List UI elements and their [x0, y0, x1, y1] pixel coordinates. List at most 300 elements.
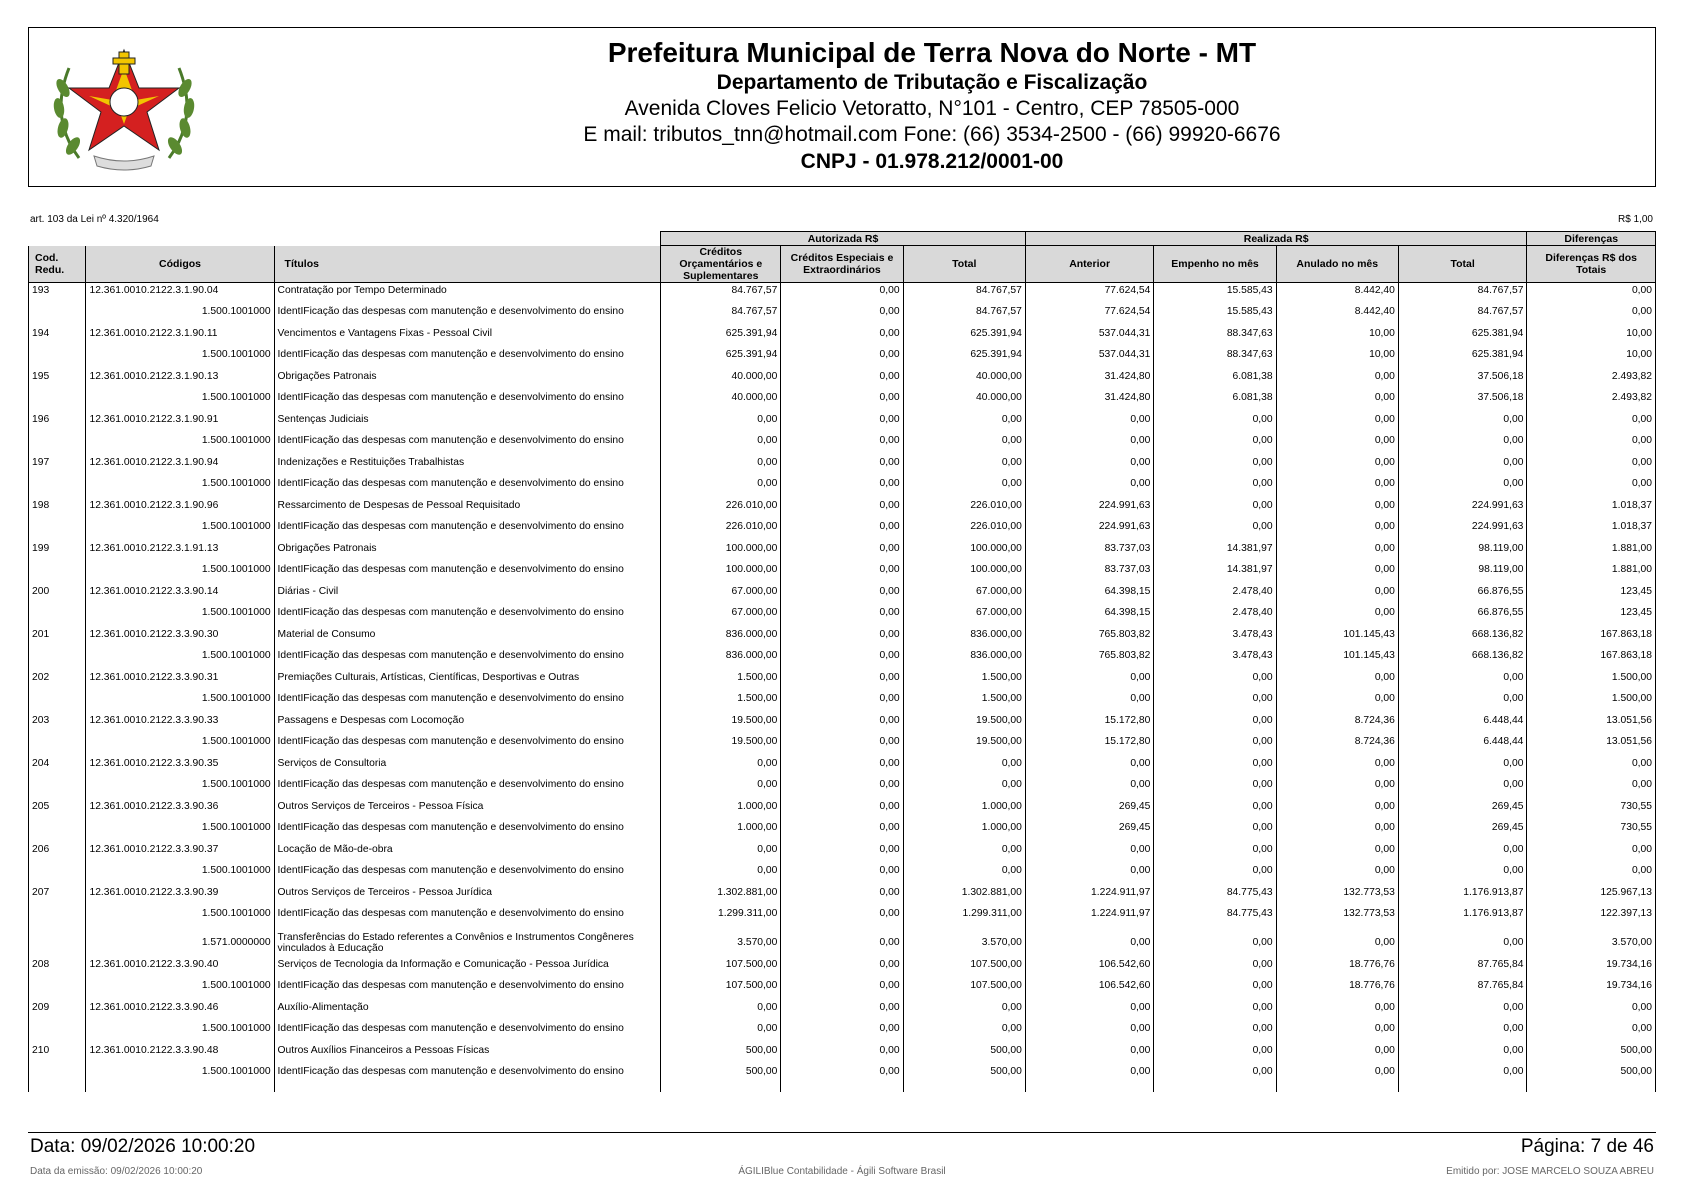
cell-codigo: 12.361.0010.2122.3.3.90.14	[86, 584, 274, 598]
cell-total-autorizada: 84.767,57	[903, 297, 1025, 326]
cell-anulado: 0,00	[1276, 383, 1398, 412]
cell-diferencas: 730,55	[1527, 813, 1656, 842]
cell-anulado: 0,00	[1276, 1000, 1398, 1014]
cell-codigo: 12.361.0010.2122.3.1.90.13	[86, 369, 274, 383]
cell-codigo: 1.571.0000000	[86, 928, 274, 957]
cell-creditos-orcamentarios: 84.767,57	[661, 297, 781, 326]
column-header-codigos: Códigos	[86, 246, 274, 283]
cell-total-realizada: 0,00	[1398, 670, 1527, 684]
cell-diferencas: 0,00	[1527, 283, 1656, 298]
cell-creditos-orcamentarios: 1.299.311,00	[661, 899, 781, 928]
cell-cod: 201	[29, 627, 86, 641]
table-row-item	[29, 541, 1656, 555]
cell-total-autorizada: 107.500,00	[903, 957, 1025, 971]
cell-cod: 210	[29, 1043, 86, 1057]
cell-anulado: 0,00	[1276, 856, 1398, 885]
cell-total-realizada: 224.991,63	[1398, 498, 1527, 512]
cell-total-autorizada: 625.391,94	[903, 340, 1025, 369]
cell-anterior: 31.424,80	[1025, 369, 1154, 383]
cell-total-realizada: 87.765,84	[1398, 971, 1527, 1000]
cell-anulado: 8.442,40	[1276, 297, 1398, 326]
cell-total-realizada: 6.448,44	[1398, 713, 1527, 727]
cell-total-realizada: 6.448,44	[1398, 727, 1527, 756]
cell-total-autorizada: 1.500,00	[903, 684, 1025, 713]
cell-creditos-orcamentarios: 1.500,00	[661, 670, 781, 684]
cell-anterior: 0,00	[1025, 1043, 1154, 1057]
cell-codigo: 1.500.1001000	[86, 684, 274, 713]
cell-titulo: Obrigações Patronais	[274, 541, 661, 555]
cell-anulado: 10,00	[1276, 340, 1398, 369]
cell-codigo: 1.500.1001000	[86, 770, 274, 799]
cell-anulado: 0,00	[1276, 799, 1398, 813]
cell-codigo: 1.500.1001000	[86, 340, 274, 369]
cell-cod: 209	[29, 1000, 86, 1014]
cell-anterior: 0,00	[1025, 1014, 1154, 1043]
cell-anulado: 8.724,36	[1276, 713, 1398, 727]
cell-total-autorizada: 1.299.311,00	[903, 899, 1025, 928]
cell-empenho: 0,00	[1154, 498, 1276, 512]
cell-total-realizada: 1.176.913,87	[1398, 885, 1527, 899]
cell-titulo: IdentIFicação das despesas com manutenção e desenvolvimento do ensino	[274, 340, 661, 369]
cell-anulado: 0,00	[1276, 928, 1398, 957]
cell-titulo: Serviços de Consultoria	[274, 756, 661, 770]
cell-creditos-especiais: 0,00	[781, 756, 903, 770]
cell-total-autorizada: 0,00	[903, 842, 1025, 856]
cell-creditos-especiais: 0,00	[781, 412, 903, 426]
cell-cod	[29, 469, 86, 498]
department-name: Departamento de Tributação e Fiscalização	[716, 71, 1148, 94]
cell-codigo: 1.500.1001000	[86, 555, 274, 584]
cell-titulo: IdentIFicação das despesas com manutenção e desenvolvimento do ensino	[274, 383, 661, 412]
cell-titulo: IdentIFicação das despesas com manutenção e desenvolvimento do ensino	[274, 971, 661, 1000]
column-header-creditos-especiais: Créditos Especiais e Extraordinários	[781, 246, 903, 283]
table-row-item	[29, 885, 1656, 899]
cell-diferencas: 167.863,18	[1527, 627, 1656, 641]
cell-anulado: 0,00	[1276, 469, 1398, 498]
cell-diferencas: 125.967,13	[1527, 885, 1656, 899]
cell-total-realizada: 0,00	[1398, 469, 1527, 498]
cell-creditos-orcamentarios: 107.500,00	[661, 957, 781, 971]
cell-titulo: IdentIFicação das despesas com manutenção e desenvolvimento do ensino	[274, 727, 661, 756]
cell-anulado: 10,00	[1276, 326, 1398, 340]
cell-total-realizada: 0,00	[1398, 928, 1527, 957]
cell-anterior: 765.803,82	[1025, 627, 1154, 641]
cell-total-realizada: 84.767,57	[1398, 297, 1527, 326]
cell-total-autorizada: 0,00	[903, 426, 1025, 455]
cell-total-autorizada: 0,00	[903, 756, 1025, 770]
cell-diferencas: 1.881,00	[1527, 541, 1656, 555]
cell-total-autorizada: 0,00	[903, 1014, 1025, 1043]
cell-codigo: 1.500.1001000	[86, 641, 274, 670]
cell-diferencas: 13.051,56	[1527, 727, 1656, 756]
cell-empenho: 0,00	[1154, 770, 1276, 799]
cell-diferencas: 0,00	[1527, 469, 1656, 498]
column-header-diferencas-totais: Diferenças R$ dos Totais	[1527, 246, 1656, 283]
cell-empenho: 3.478,43	[1154, 627, 1276, 641]
cell-cod: 200	[29, 584, 86, 598]
cell-anulado: 101.145,43	[1276, 641, 1398, 670]
cell-anterior: 83.737,03	[1025, 555, 1154, 584]
table-body	[29, 283, 1656, 1093]
cell-diferencas: 0,00	[1527, 1014, 1656, 1043]
cell-creditos-orcamentarios: 3.570,00	[661, 928, 781, 957]
cell-codigo: 1.500.1001000	[86, 1057, 274, 1086]
municipality-title: Prefeitura Municipal de Terra Nova do Norte - MT	[607, 37, 1257, 68]
cell-creditos-especiais: 0,00	[781, 627, 903, 641]
cell-diferencas: 2.493,82	[1527, 369, 1656, 383]
cell-codigo: 12.361.0010.2122.3.3.90.39	[86, 885, 274, 899]
table-row-source	[29, 813, 1656, 842]
cell-codigo: 12.361.0010.2122.3.3.90.35	[86, 756, 274, 770]
cell-cod	[29, 971, 86, 1000]
cell-anulado: 0,00	[1276, 555, 1398, 584]
cell-creditos-especiais: 0,00	[781, 770, 903, 799]
cell-creditos-especiais: 0,00	[781, 297, 903, 326]
cell-cod: 204	[29, 756, 86, 770]
cell-diferencas: 10,00	[1527, 326, 1656, 340]
cell-anulado: 0,00	[1276, 412, 1398, 426]
budget-table	[28, 231, 1656, 1098]
cell-cod: 205	[29, 799, 86, 813]
cell-anterior: 0,00	[1025, 842, 1154, 856]
cell-titulo: IdentIFicação das despesas com manutenção e desenvolvimento do ensino	[274, 297, 661, 326]
cell-cod	[29, 928, 86, 957]
cell-diferencas: 500,00	[1527, 1057, 1656, 1086]
cell-total-realizada: 0,00	[1398, 842, 1527, 856]
cell-total-realizada: 0,00	[1398, 455, 1527, 469]
table-row-item	[29, 799, 1656, 813]
cell-codigo: 12.361.0010.2122.3.3.90.37	[86, 842, 274, 856]
cell-creditos-especiais: 0,00	[781, 1014, 903, 1043]
cell-creditos-orcamentarios: 625.391,94	[661, 326, 781, 340]
cell-titulo: Indenizações e Restituições Trabalhistas	[274, 455, 661, 469]
cell-diferencas: 123,45	[1527, 584, 1656, 598]
cell-total-autorizada: 0,00	[903, 469, 1025, 498]
cell-titulo: IdentIFicação das despesas com manutenção e desenvolvimento do ensino	[274, 1014, 661, 1043]
cell-codigo: 12.361.0010.2122.3.1.91.13	[86, 541, 274, 555]
cell-creditos-especiais: 0,00	[781, 899, 903, 928]
cell-creditos-especiais: 0,00	[781, 469, 903, 498]
cell-anulado: 0,00	[1276, 584, 1398, 598]
cell-codigo: 1.500.1001000	[86, 469, 274, 498]
cell-creditos-orcamentarios: 836.000,00	[661, 627, 781, 641]
cell-anterior: 0,00	[1025, 756, 1154, 770]
cell-creditos-especiais: 0,00	[781, 727, 903, 756]
cell-total-realizada: 668.136,82	[1398, 641, 1527, 670]
cell-total-realizada: 37.506,18	[1398, 369, 1527, 383]
cell-creditos-orcamentarios: 0,00	[661, 756, 781, 770]
cell-anterior: 15.172,80	[1025, 727, 1154, 756]
cell-codigo: 12.361.0010.2122.3.1.90.11	[86, 326, 274, 340]
cell-cod	[29, 727, 86, 756]
cell-anterior: 64.398,15	[1025, 598, 1154, 627]
table-row-item	[29, 842, 1656, 856]
cell-empenho: 84.775,43	[1154, 885, 1276, 899]
cell-anterior: 765.803,82	[1025, 641, 1154, 670]
cell-diferencas: 19.734,16	[1527, 971, 1656, 1000]
cell-empenho: 0,00	[1154, 512, 1276, 541]
cell-codigo: 12.361.0010.2122.3.3.90.31	[86, 670, 274, 684]
table-row-source	[29, 641, 1656, 670]
cell-total-autorizada: 625.391,94	[903, 326, 1025, 340]
cell-anterior: 64.398,15	[1025, 584, 1154, 598]
cell-cod: 208	[29, 957, 86, 971]
cell-creditos-orcamentarios: 0,00	[661, 469, 781, 498]
cell-total-realizada: 269,45	[1398, 813, 1527, 842]
cell-titulo: IdentIFicação das despesas com manutenção e desenvolvimento do ensino	[274, 856, 661, 885]
cell-empenho: 0,00	[1154, 455, 1276, 469]
footer-date: Data: 09/02/2026 10:00:20	[30, 1136, 256, 1157]
cell-codigo: 12.361.0010.2122.3.1.90.94	[86, 455, 274, 469]
cell-creditos-orcamentarios: 100.000,00	[661, 555, 781, 584]
cell-codigo: 1.500.1001000	[86, 383, 274, 412]
table-row-source	[29, 555, 1656, 584]
table-row-item	[29, 756, 1656, 770]
cell-cod	[29, 297, 86, 326]
cell-creditos-orcamentarios: 836.000,00	[661, 641, 781, 670]
cell-cod	[29, 512, 86, 541]
cell-cod	[29, 899, 86, 928]
table-row-source	[29, 469, 1656, 498]
cell-diferencas: 1.018,37	[1527, 498, 1656, 512]
cell-anterior: 0,00	[1025, 670, 1154, 684]
column-header-titulos: Títulos	[274, 246, 661, 283]
cell-creditos-orcamentarios: 19.500,00	[661, 727, 781, 756]
cell-diferencas: 19.734,16	[1527, 957, 1656, 971]
cell-cod: 202	[29, 670, 86, 684]
column-header-total-autorizada: Total	[903, 246, 1025, 283]
cell-empenho: 0,00	[1154, 928, 1276, 957]
cell-titulo: IdentIFicação das despesas com manutenção e desenvolvimento do ensino	[274, 598, 661, 627]
table-row-source	[29, 770, 1656, 799]
cell-total-autorizada: 19.500,00	[903, 713, 1025, 727]
cell-diferencas: 0,00	[1527, 297, 1656, 326]
cell-cod	[29, 813, 86, 842]
cell-creditos-especiais: 0,00	[781, 957, 903, 971]
cell-codigo: 12.361.0010.2122.3.3.90.36	[86, 799, 274, 813]
cell-total-realizada: 87.765,84	[1398, 957, 1527, 971]
cell-codigo: 1.500.1001000	[86, 512, 274, 541]
cell-anterior: 0,00	[1025, 1000, 1154, 1014]
column-header-creditos-orcamentarios: Créditos Orçamentários e Suplementares	[661, 246, 781, 283]
cell-total-autorizada: 500,00	[903, 1043, 1025, 1057]
cell-total-autorizada: 1.000,00	[903, 813, 1025, 842]
cell-codigo: 1.500.1001000	[86, 1014, 274, 1043]
cell-diferencas: 10,00	[1527, 340, 1656, 369]
cell-creditos-especiais: 0,00	[781, 842, 903, 856]
cell-total-autorizada: 0,00	[903, 412, 1025, 426]
cell-total-autorizada: 836.000,00	[903, 641, 1025, 670]
cell-anulado: 0,00	[1276, 770, 1398, 799]
cell-cod: 197	[29, 455, 86, 469]
cell-creditos-orcamentarios: 226.010,00	[661, 498, 781, 512]
cell-creditos-orcamentarios: 625.391,94	[661, 340, 781, 369]
cell-total-autorizada: 226.010,00	[903, 498, 1025, 512]
cell-cod	[29, 770, 86, 799]
cell-creditos-especiais: 0,00	[781, 498, 903, 512]
cell-total-realizada: 0,00	[1398, 426, 1527, 455]
cell-anterior: 537.044,31	[1025, 326, 1154, 340]
table-row-item	[29, 455, 1656, 469]
cell-anulado: 101.145,43	[1276, 627, 1398, 641]
cell-diferencas: 2.493,82	[1527, 383, 1656, 412]
cell-anterior: 0,00	[1025, 1057, 1154, 1086]
cell-diferencas: 122.397,13	[1527, 899, 1656, 928]
cell-anterior: 106.542,60	[1025, 971, 1154, 1000]
cell-total-autorizada: 0,00	[903, 455, 1025, 469]
cell-empenho: 0,00	[1154, 799, 1276, 813]
cell-titulo: Ressarcimento de Despesas de Pessoal Requisitado	[274, 498, 661, 512]
cell-total-realizada: 0,00	[1398, 1057, 1527, 1086]
cell-creditos-especiais: 0,00	[781, 813, 903, 842]
cell-total-realizada: 0,00	[1398, 770, 1527, 799]
cell-codigo: 12.361.0010.2122.3.3.90.40	[86, 957, 274, 971]
cell-empenho: 84.775,43	[1154, 899, 1276, 928]
address: Avenida Cloves Felicio Vetoratto, N°101 - Centro, CEP 78505-000	[624, 97, 1240, 120]
cell-total-autorizada: 19.500,00	[903, 727, 1025, 756]
cell-cod: 193	[29, 283, 86, 298]
cell-empenho: 0,00	[1154, 426, 1276, 455]
cell-anterior: 224.991,63	[1025, 512, 1154, 541]
cell-titulo: IdentIFicação das despesas com manutenção e desenvolvimento do ensino	[274, 426, 661, 455]
cell-creditos-especiais: 0,00	[781, 369, 903, 383]
cell-anterior: 0,00	[1025, 469, 1154, 498]
cell-creditos-especiais: 0,00	[781, 971, 903, 1000]
cell-creditos-orcamentarios: 1.000,00	[661, 813, 781, 842]
cell-cod: 194	[29, 326, 86, 340]
cell-codigo: 1.500.1001000	[86, 426, 274, 455]
table-row-source	[29, 899, 1656, 928]
cell-anterior: 15.172,80	[1025, 713, 1154, 727]
cell-titulo: IdentIFicação das despesas com manutenção e desenvolvimento do ensino	[274, 684, 661, 713]
cell-total-autorizada: 100.000,00	[903, 555, 1025, 584]
table-row-item	[29, 1043, 1656, 1057]
cell-cod	[29, 598, 86, 627]
table-row-source	[29, 340, 1656, 369]
cell-creditos-especiais: 0,00	[781, 641, 903, 670]
cell-total-realizada: 0,00	[1398, 412, 1527, 426]
cell-creditos-orcamentarios: 0,00	[661, 856, 781, 885]
law-reference: art. 103 da Lei nº 4.320/1964	[30, 214, 159, 225]
cell-creditos-especiais: 0,00	[781, 555, 903, 584]
cell-creditos-especiais: 0,00	[781, 598, 903, 627]
cell-codigo: 1.500.1001000	[86, 727, 274, 756]
cell-cod: 195	[29, 369, 86, 383]
cell-creditos-especiais: 0,00	[781, 885, 903, 899]
cell-total-autorizada: 84.767,57	[903, 283, 1025, 298]
cell-total-realizada: 66.876,55	[1398, 584, 1527, 598]
cell-anulado: 132.773,53	[1276, 885, 1398, 899]
cell-total-realizada: 668.136,82	[1398, 627, 1527, 641]
cell-titulo: Diárias - Civil	[274, 584, 661, 598]
cell-titulo: Serviços de Tecnologia da Informação e Comunicação - Pessoa Jurídica	[274, 957, 661, 971]
cell-cod: 203	[29, 713, 86, 727]
cell-creditos-especiais: 0,00	[781, 584, 903, 598]
cell-empenho: 0,00	[1154, 727, 1276, 756]
cell-titulo: Vencimentos e Vantagens Fixas - Pessoal Civil	[274, 326, 661, 340]
cell-empenho: 2.478,40	[1154, 584, 1276, 598]
cell-creditos-especiais: 0,00	[781, 541, 903, 555]
table-bottom-spacer	[29, 1086, 1656, 1092]
cell-creditos-orcamentarios: 0,00	[661, 455, 781, 469]
cell-total-autorizada: 0,00	[903, 770, 1025, 799]
cell-total-autorizada: 0,00	[903, 1000, 1025, 1014]
cell-creditos-orcamentarios: 1.000,00	[661, 799, 781, 813]
column-header-cod: Cod. Redu.	[29, 246, 86, 283]
cell-titulo: Outros Serviços de Terceiros - Pessoa Física	[274, 799, 661, 813]
cell-cod	[29, 383, 86, 412]
cell-creditos-especiais: 0,00	[781, 1057, 903, 1086]
cell-creditos-orcamentarios: 0,00	[661, 412, 781, 426]
cell-empenho: 0,00	[1154, 412, 1276, 426]
cell-diferencas: 0,00	[1527, 412, 1656, 426]
cell-anterior: 0,00	[1025, 770, 1154, 799]
cell-cod: 198	[29, 498, 86, 512]
cell-anterior: 269,45	[1025, 813, 1154, 842]
column-header-anterior: Anterior	[1025, 246, 1154, 283]
cell-creditos-especiais: 0,00	[781, 340, 903, 369]
cell-diferencas: 0,00	[1527, 770, 1656, 799]
cell-anulado: 0,00	[1276, 1014, 1398, 1043]
cell-titulo: Contratação por Tempo Determinado	[274, 283, 661, 298]
cell-empenho: 0,00	[1154, 670, 1276, 684]
cell-total-autorizada: 1.000,00	[903, 799, 1025, 813]
cell-empenho: 6.081,38	[1154, 369, 1276, 383]
cell-codigo: 12.361.0010.2122.3.3.90.33	[86, 713, 274, 727]
cell-titulo: Transferências do Estado referentes a Convênios e Instrumentos Congêneres vinculados à Educação	[274, 928, 661, 957]
cell-total-realizada: 0,00	[1398, 1000, 1527, 1014]
cell-anulado: 18.776,76	[1276, 971, 1398, 1000]
cell-creditos-orcamentarios: 500,00	[661, 1057, 781, 1086]
cell-creditos-especiais: 0,00	[781, 326, 903, 340]
cell-codigo: 1.500.1001000	[86, 598, 274, 627]
table-row-item	[29, 283, 1656, 298]
footer-emission-date: Data da emissão: 09/02/2026 10:00:20	[30, 1166, 203, 1177]
cell-empenho: 0,00	[1154, 1057, 1276, 1086]
table-row-item	[29, 369, 1656, 383]
cell-creditos-especiais: 0,00	[781, 1043, 903, 1057]
cell-anulado: 132.773,53	[1276, 899, 1398, 928]
cell-diferencas: 0,00	[1527, 856, 1656, 885]
table-row-source	[29, 971, 1656, 1000]
cell-total-realizada: 37.506,18	[1398, 383, 1527, 412]
cell-anterior: 0,00	[1025, 928, 1154, 957]
cell-total-autorizada: 40.000,00	[903, 383, 1025, 412]
table-row-source	[29, 383, 1656, 412]
cell-empenho: 0,00	[1154, 1000, 1276, 1014]
footer-divider	[28, 1132, 1656, 1133]
cell-diferencas: 13.051,56	[1527, 713, 1656, 727]
table-row-item	[29, 627, 1656, 641]
cell-empenho: 0,00	[1154, 469, 1276, 498]
cell-diferencas: 123,45	[1527, 598, 1656, 627]
cell-creditos-especiais: 0,00	[781, 1000, 903, 1014]
cell-anterior: 537.044,31	[1025, 340, 1154, 369]
cell-creditos-orcamentarios: 40.000,00	[661, 369, 781, 383]
cell-anterior: 0,00	[1025, 684, 1154, 713]
cell-titulo: IdentIFicação das despesas com manutenção e desenvolvimento do ensino	[274, 512, 661, 541]
cell-total-realizada: 625.381,94	[1398, 340, 1527, 369]
cell-anulado: 8.724,36	[1276, 727, 1398, 756]
cell-anulado: 0,00	[1276, 426, 1398, 455]
cell-diferencas: 1.500,00	[1527, 684, 1656, 713]
table-row-item	[29, 498, 1656, 512]
cell-creditos-especiais: 0,00	[781, 670, 903, 684]
cell-anterior: 0,00	[1025, 455, 1154, 469]
cell-creditos-especiais: 0,00	[781, 928, 903, 957]
cell-anulado: 0,00	[1276, 598, 1398, 627]
cell-creditos-orcamentarios: 67.000,00	[661, 584, 781, 598]
